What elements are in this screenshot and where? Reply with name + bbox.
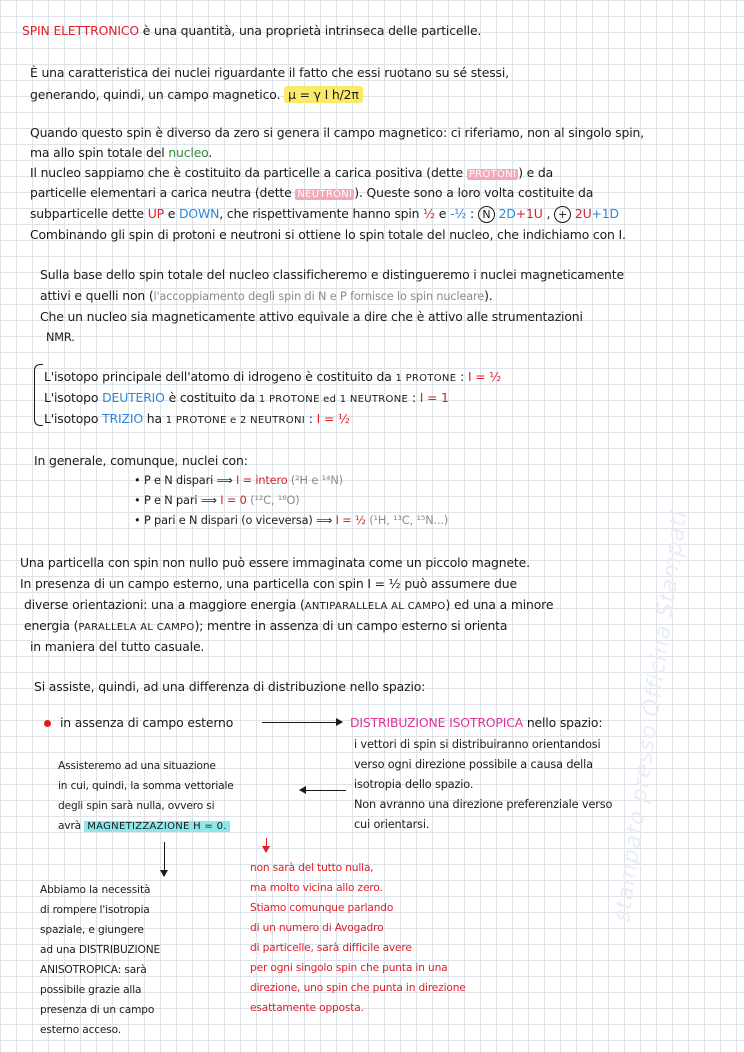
- para2-line-1: Sulla base dello spin totale del nucleo classificheremo e distingueremo i nuclei magneticamente: [40, 267, 624, 282]
- neutrons-label: NEUTRONI: [297, 189, 353, 200]
- isotope-text: L'isotopo principale dell'atomo di idrogeno è costituito da: [44, 369, 396, 384]
- bottom-line-4: ad una DISTRIBUZIONE: [40, 944, 161, 956]
- isotope-text: :: [304, 411, 317, 426]
- para3-line-2: In presenza di un campo esterno, una particella con spin I = ½ può assumere due: [20, 576, 517, 591]
- red-note-4: di un numero di Avogadro: [250, 922, 384, 934]
- title-rest: è una quantità, una proprietà intrinseca delle particelle.: [138, 23, 482, 38]
- tritium-label: TRIZIO: [102, 411, 143, 426]
- para1-text: ma allo spin totale del: [30, 145, 169, 160]
- red-note-2: ma molto vicina allo zero.: [250, 882, 383, 894]
- coupling-note: l'accoppiamento degli spin di N e P fornisce lo spin nucleare: [153, 290, 485, 303]
- para1-line-1: Quando questo spin è diverso da zero si genera il campo magnetico: ci riferiamo, non al singolo spin,: [30, 125, 644, 140]
- case-text: • P e N dispari ⟹: [134, 474, 236, 487]
- para3-text: diverse orientazioni: una a maggiore energia (: [24, 597, 305, 612]
- bullet: [44, 720, 51, 727]
- up-spin: ½: [423, 206, 436, 221]
- case-text: • P pari e N dispari (o viceversa) ⟹: [134, 514, 336, 527]
- red-note-3: Stiamo comunque parlando: [250, 902, 394, 914]
- case-examples: (¹H, ¹³C, ¹⁵N...): [365, 514, 449, 527]
- intro-line-2: [30, 86, 363, 103]
- bottom-line-3: spaziale, e giungere: [40, 924, 144, 936]
- para2-line-3: Che un nucleo sia magneticamente attivo equivale a dire che è attivo alle strumentazioni: [40, 309, 583, 324]
- red-note-6: per ogni singolo spin che punta in una: [250, 962, 448, 974]
- case-text: • P e N pari ⟹: [134, 494, 221, 507]
- isotope-spin: I = ½: [467, 369, 502, 384]
- bottom-line-7: presenza di un campo: [40, 1004, 155, 1016]
- para3-line-1: Una particella con spin non nullo può essere immaginata come un piccolo magnete.: [20, 555, 530, 570]
- left-line-1: Assisteremo ad una situazione: [58, 760, 216, 772]
- up-label: UP: [147, 206, 164, 221]
- red-note-5: di particelle, sarà difficile avere: [250, 942, 412, 954]
- para1-text: Il nucleo sappiamo che è costituito da particelle a carica positiva (dette: [30, 165, 467, 180]
- isotope-composition: 1 PROTONE: [395, 373, 457, 384]
- isotope-spin: I = 1: [419, 390, 449, 405]
- down-arrow: [164, 842, 165, 876]
- neutron-down: 2D: [494, 206, 516, 221]
- left-text: avrà: [58, 820, 85, 832]
- general-case-1: [134, 472, 343, 489]
- case-examples: (¹²C, ¹⁶O): [246, 494, 300, 507]
- right-line-5: cui orientarsi.: [354, 818, 430, 831]
- isotope-bracket: [34, 364, 43, 426]
- isotope-composition: 1 PROTONE ed 1 NEUTRONE: [258, 394, 409, 405]
- general-case-3: [134, 512, 448, 529]
- bottom-line-1: Abbiamo la necessità: [40, 884, 151, 896]
- red-note-7: direzione, uno spin che punta in direzione: [250, 982, 466, 994]
- bottom-line-2: di rompere l'isotropia: [40, 904, 150, 916]
- para1-line-5: [30, 205, 619, 223]
- distribution-heading: Si assiste, quindi, ad una differenza di distribuzione nello spazio:: [34, 679, 426, 694]
- isotope-text: :: [408, 390, 420, 405]
- case-spin: I = 0: [220, 494, 247, 507]
- left-line-2: in cui, quindi, la somma vettoriale: [58, 780, 234, 792]
- isotope-text: L'isotopo: [44, 411, 103, 426]
- para3-line-3: [24, 596, 553, 615]
- left-arrow: [300, 790, 346, 791]
- para1-text: e: [435, 206, 451, 221]
- para3-line-5: in maniera del tutto casuale.: [30, 639, 205, 654]
- right-line-3: isotropia dello spazio.: [354, 778, 474, 791]
- down-spin: -½: [450, 206, 467, 221]
- isotope-row-2: [44, 389, 449, 408]
- magnetization-label: MAGNETIZZAZIONE H = 0.: [84, 821, 230, 832]
- protons-label: PROTONI: [468, 169, 517, 180]
- left-line-3: degli spin sarà nulla, ovvero si: [58, 800, 215, 812]
- isotope-row-1: [44, 368, 501, 387]
- neutron-up: +1U: [515, 206, 543, 221]
- para1-text: , che rispettivamente hanno spin: [219, 206, 424, 221]
- red-down-arrow: [266, 838, 267, 852]
- nucleus-word: nucleo: [168, 145, 209, 160]
- general-intro: In generale, comunque, nuclei con:: [34, 453, 248, 468]
- intro-text: generando, quindi, un campo magnetico.: [30, 87, 281, 102]
- para2-line-4: NMR.: [46, 331, 75, 344]
- left-line-4: [58, 818, 230, 835]
- isotope-text: ha: [142, 411, 166, 426]
- isotropic-label: DISTRIBUZIONE ISOTROPICA: [350, 715, 524, 730]
- parallel-label: PARALLELA AL CAMPO: [78, 622, 195, 633]
- title-head: SPIN ELETTRONICO: [22, 23, 139, 38]
- para2-text: attivi e quelli non (: [40, 288, 154, 303]
- isotope-spin: I = ½: [316, 411, 350, 426]
- para2-line-2: [40, 287, 493, 305]
- case-examples: (²H e ¹⁴N): [287, 474, 343, 487]
- red-note-8: esattamente opposta.: [250, 1002, 364, 1014]
- para1-text: e: [163, 206, 179, 221]
- isotope-row-3: [44, 410, 350, 429]
- isotope-text: L'isotopo: [44, 390, 103, 405]
- down-label: DOWN: [179, 206, 220, 221]
- proton-symbol: +: [554, 206, 571, 223]
- title-line: [22, 22, 481, 39]
- isotope-text: è costituito da: [164, 390, 259, 405]
- isotope-text: :: [456, 369, 468, 384]
- proton-up: 2U: [571, 206, 592, 221]
- isotropic-rest: nello spazio:: [523, 715, 603, 730]
- deuterium-label: DEUTERIO: [102, 390, 165, 405]
- right-arrow: [262, 722, 342, 723]
- bottom-line-8: esterno acceso.: [40, 1024, 122, 1036]
- para1-text: :: [466, 206, 478, 221]
- para3-line-4: [24, 617, 507, 636]
- para3-text: ) ed una a minore: [445, 597, 554, 612]
- neutron-symbol: N: [478, 206, 495, 223]
- isotope-composition: 1 PROTONE e 2 NEUTRONI: [165, 415, 305, 426]
- para1-line-2: ma allo spin totale del nucleo.: [30, 145, 213, 160]
- right-line-1: i vettori di spin si distribuiranno orientandosi: [354, 738, 601, 751]
- para1-line-3: [30, 164, 553, 183]
- antiparallel-label: ANTIPARALLELA AL CAMPO: [304, 601, 446, 612]
- absence-label: in assenza di campo esterno: [60, 715, 234, 730]
- para1-line-4: [30, 184, 593, 203]
- para3-text: energia (: [24, 618, 79, 633]
- bottom-line-6: possibile grazie alla: [40, 984, 142, 996]
- case-spin: I = intero: [236, 474, 288, 487]
- para2-text: ).: [484, 288, 493, 303]
- proton-down: +1D: [591, 206, 619, 221]
- para1-text: subparticelle dette: [30, 206, 148, 221]
- case-spin: I = ½: [335, 514, 366, 527]
- para3-text: ); mentre in assenza di un campo esterno si orienta: [194, 618, 508, 633]
- isotropic-line: [350, 714, 602, 731]
- general-case-2: [134, 492, 300, 509]
- intro-line-1: È una caratteristica dei nuclei riguardante il fatto che essi ruotano su sé stessi,: [30, 65, 509, 80]
- para1-line-6: Combinando gli spin di protoni e neutroni si ottiene lo spin totale del nucleo, che indichiamo con I.: [30, 227, 626, 242]
- para1-text: ) e da: [518, 165, 554, 180]
- para1-text: particelle elementari a carica neutra (dette: [30, 185, 296, 200]
- right-line-4: Non avranno una direzione preferenziale verso: [354, 798, 613, 811]
- magnetic-moment-formula: μ = γ I h/2π: [284, 86, 363, 103]
- bottom-line-5: ANISOTROPICA: sarà: [40, 964, 147, 976]
- para1-text: ). Queste sono a loro volta costituite da: [354, 185, 594, 200]
- right-line-2: verso ogni direzione possibile a causa della: [354, 758, 593, 771]
- watermark: stampato presso Officina Stampati: [610, 508, 693, 924]
- red-note-1: non sarà del tutto nulla,: [250, 862, 374, 874]
- para1-text: ,: [542, 206, 555, 221]
